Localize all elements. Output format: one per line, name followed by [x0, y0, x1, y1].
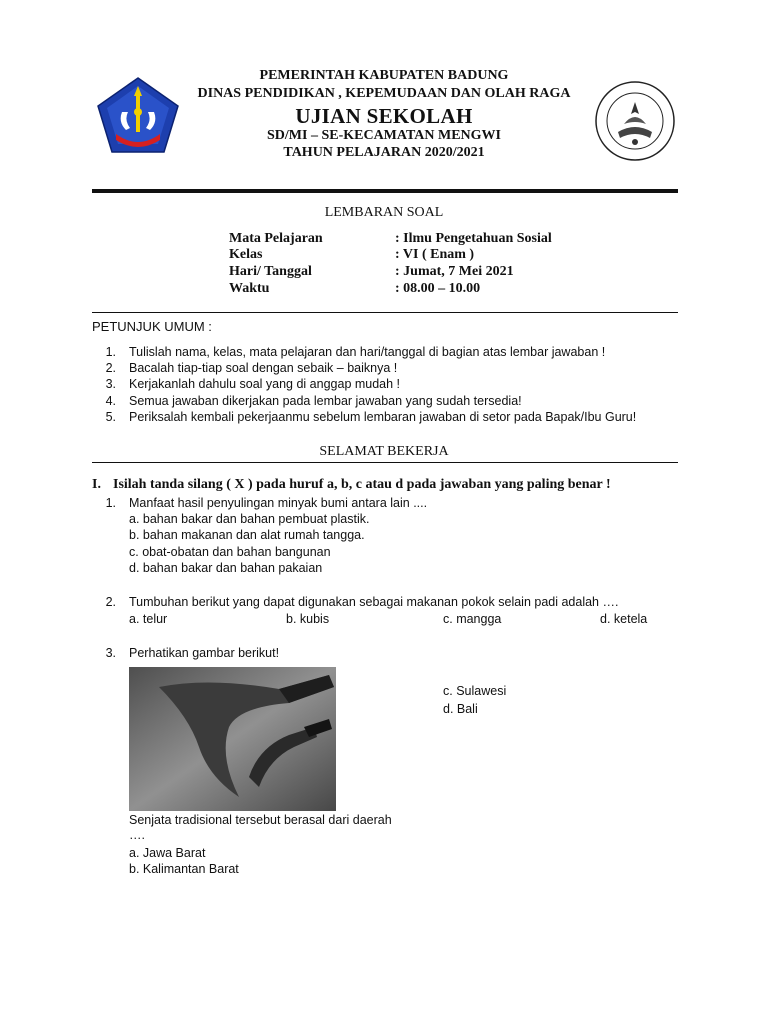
info-label-time: Waktu	[229, 281, 270, 296]
instructions-title: PETUNJUK UMUM :	[92, 319, 212, 334]
question-caption: Senjata tradisional tersebut berasal dari daerah	[129, 813, 392, 827]
answer-option: c. Sulawesi	[443, 684, 507, 698]
info-label-class: Kelas	[229, 247, 263, 262]
header-department: DINAS PENDIDIKAN , KEPEMUDAAN DAN OLAH RAGA	[197, 86, 571, 101]
header-government: PEMERINTAH KABUPATEN BADUNG	[259, 68, 509, 83]
section-divider	[92, 462, 678, 463]
instruction-item: Kerjakanlah dahulu soal yang di anggap mudah !	[129, 377, 401, 391]
instruction-number: 3.	[105, 377, 116, 391]
header-district: SD/MI – SE-KECAMATAN MENGWI	[267, 128, 501, 143]
instruction-number: 2.	[105, 361, 116, 375]
info-label-date: Hari/ Tanggal	[229, 264, 312, 279]
answer-option: d. Bali	[443, 702, 478, 716]
answer-option: c. obat-obatan dan bahan bangunan	[129, 545, 331, 559]
instruction-item: Semua jawaban dikerjakan pada lembar jawaban yang sudah tersedia!	[129, 394, 522, 408]
answer-option: c. mangga	[443, 612, 502, 626]
answer-option: d. ketela	[600, 612, 648, 626]
answer-option: a. telur	[129, 612, 168, 626]
instruction-number: 5.	[105, 410, 116, 424]
header-school-year: TAHUN PELAJARAN 2020/2021	[283, 145, 485, 160]
info-label-subject: Mata Pelajaran	[229, 231, 323, 246]
header-divider	[92, 189, 678, 193]
question-number: 1.	[105, 496, 116, 510]
instruction-item: Tulislah nama, kelas, mata pelajaran dan hari/tanggal di bagian atas lembar jawaban !	[129, 345, 606, 359]
question-number: 2.	[105, 595, 116, 609]
answer-option: b. Kalimantan Barat	[129, 862, 239, 876]
info-value-time: : 08.00 – 10.00	[395, 281, 481, 296]
answer-option: b. kubis	[286, 612, 330, 626]
good-luck-heading: SELAMAT BEKERJA	[319, 444, 449, 459]
question-number: 3.	[105, 646, 116, 660]
question-text: Perhatikan gambar berikut!	[129, 646, 280, 660]
question-ellipsis: ….	[129, 828, 145, 842]
answer-option: a. Jawa Barat	[129, 846, 206, 860]
page-title: UJIAN SEKOLAH	[295, 104, 473, 128]
answer-option: a. bahan bakar dan bahan pembuat plastik.	[129, 512, 370, 526]
instruction-number: 1.	[105, 345, 116, 359]
answer-option: d. bahan bakar dan bahan pakaian	[129, 561, 323, 575]
instruction-item: Bacalah tiap-tiap soal dengan sebaik – baiknya !	[129, 361, 398, 375]
sheet-title: LEMBARAN SOAL	[324, 205, 444, 220]
instruction-item: Periksalah kembali pekerjaanmu sebelum lembaran jawaban di setor pada Bapak/Ibu Guru!	[129, 410, 637, 424]
question-text: Manfaat hasil penyulingan minyak bumi antara lain ....	[129, 496, 428, 510]
info-divider	[92, 312, 678, 313]
info-value-class: : VI ( Enam )	[395, 247, 475, 262]
kris-weapon-photo	[129, 667, 336, 811]
instruction-number: 4.	[105, 394, 116, 408]
question-text: Tumbuhan berikut yang dapat digunakan sebagai makanan pokok selain padi adalah ….	[129, 595, 619, 609]
info-value-date: : Jumat, 7 Mei 2021	[395, 264, 514, 279]
section-title: Isilah tanda silang ( X ) pada huruf a, b, c atau d pada jawaban yang paling benar !	[113, 477, 611, 492]
section-number: I.	[92, 477, 101, 492]
info-value-subject: : Ilmu Pengetahuan Sosial	[395, 231, 552, 246]
answer-option: b. bahan makanan dan alat rumah tangga.	[129, 528, 365, 542]
